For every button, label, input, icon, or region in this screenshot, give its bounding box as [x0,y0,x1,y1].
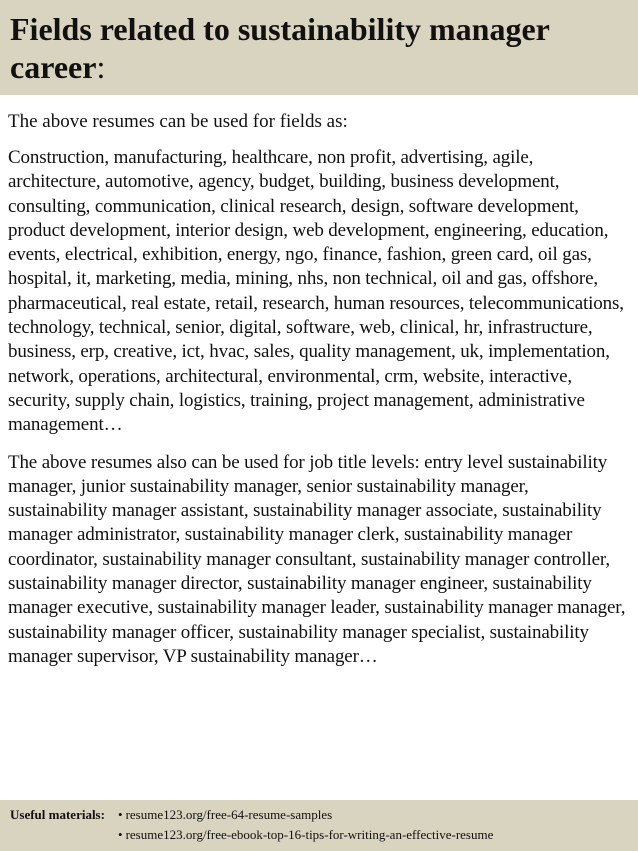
header-band [0,0,638,95]
footer-label: Useful materials: [10,807,105,822]
job-levels-paragraph: The above resumes also can be used for job title levels: entry level sustainability manager, junior sustainability manager, senior sustainability manager, sustainability manager assistant, sustainability manager associate, sustainability manager administrator, sustainability manager clerk, sustainability manager coordinator, sustainability manager consultant, sustainability manager controller, sustainability manager director, sustainability manager engineer, sustainability manager executive, sustainability manager leader, sustainability manager manager, sustainability manager officer, sustainability manager specialist, sustainability manager supervisor, VP sustainability manager… [8,451,626,667]
page-title [10,10,628,86]
footer-row-2 [10,825,628,845]
main-content [0,95,638,669]
footer-band [0,800,638,851]
link-resume-samples[interactable]: resume123.org/free-64-resume-samples [125,807,333,822]
fields-paragraph: Construction, manufacturing, healthcare, non profit, advertising, agile, architecture, automotive, agency, budget, building, business development, consulting, communication, clinical research, design, software development, product development, interior design, web development, engineering, education, events, electrical, exhibition, energy, ngo, finance, fashion, green card, oil gas, hospital, it, marketing, media, mining, nhs, non technical, oil and gas, offshore, pharmaceutical, real estate, retail, research, human resources, telecommunications, technology, technical, senior, digital, software, web, clinical, hr, infrastructure, business, erp, creative, ict, hvac, sales, quality management, uk, implementation, network, operations, architectural, environmental, crm, website, interactive, security, supply chain, logistics, training, project management, administrative management… [8,147,624,436]
bullet-icon: • [118,807,123,822]
bullet-icon: • [118,827,123,842]
footer-row-1 [10,805,628,825]
page-title-colon: : [96,49,106,85]
intro-text: The above resumes can be used for fields as: [8,111,348,132]
page-title-text: Fields related to sustainability manager career [10,11,550,85]
link-resume-ebook[interactable]: resume123.org/free-ebook-top-16-tips-for-writing-an-effective-resume [125,827,494,842]
